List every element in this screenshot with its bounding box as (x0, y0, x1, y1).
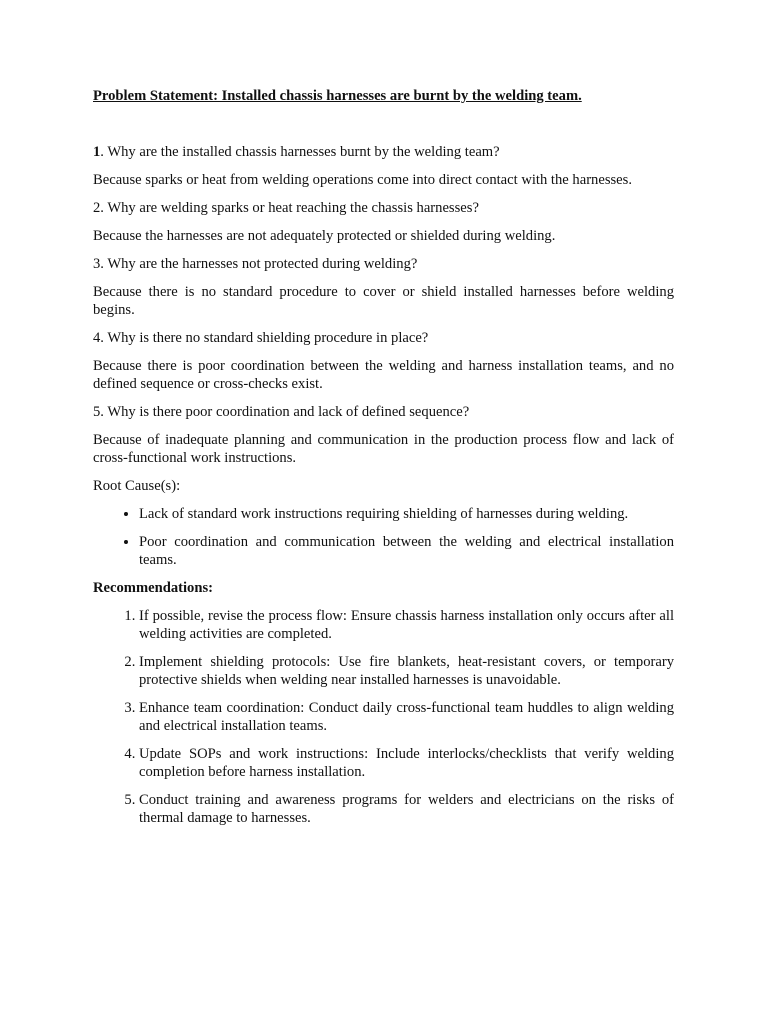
answer-1: Because sparks or heat from welding operations come into direct contact with the harnesses. (93, 172, 632, 188)
question-2: 2. Why are welding sparks or heat reaching the chassis harnesses? (93, 200, 479, 216)
recommendations-list (93, 607, 674, 827)
recommendations-heading: Recommendations: (93, 580, 213, 596)
recommendation-item: 5. Conduct training and awareness programs for welders and electricians on the risks of thermal damage to harnesses. (139, 791, 674, 827)
question-3: 3. Why are the harnesses not protected during welding? (93, 256, 418, 272)
problem-statement-title: Problem Statement: Installed chassis harnesses are burnt by the welding team. (93, 88, 582, 104)
recommendation-item: 2. Implement shielding protocols: Use fire blankets, heat-resistant covers, or temporary protective shields when welding near installed harnesses is unavoidable. (139, 653, 674, 689)
question-5: 5. Why is there poor coordination and lack of defined sequence? (93, 404, 470, 420)
question-1-number: 1 (93, 144, 101, 160)
answer-2: Because the harnesses are not adequately protected or shielded during welding. (93, 228, 556, 244)
answer-5: Because of inadequate planning and communication in the production process flow and lack of cross-functional work instructions. (93, 432, 674, 466)
question-1-text: . Why are the installed chassis harnesses burnt by the welding team? (100, 144, 500, 160)
root-cause-item: • Lack of standard work instructions requiring shielding of harnesses during welding. (139, 505, 674, 523)
root-cause-heading: Root Cause(s): (93, 478, 181, 494)
question-1 (93, 143, 674, 161)
recommendation-item: 1. If possible, revise the process flow: Ensure chassis harness installation only occurs after all welding activities are completed. (139, 607, 674, 643)
answer-3: Because there is no standard procedure to cover or shield installed harnesses before welding begins. (93, 284, 674, 318)
recommendation-item: 4. Update SOPs and work instructions: Include interlocks/checklists that verify welding completion before harness installation. (139, 745, 674, 781)
answer-4: Because there is poor coordination between the welding and harness installation teams, and no defined sequence or cross-checks exist. (93, 358, 674, 392)
question-4: 4. Why is there no standard shielding procedure in place? (93, 330, 429, 346)
recommendation-item: 3. Enhance team coordination: Conduct daily cross-functional team huddles to align welding and electrical installation teams. (139, 699, 674, 735)
root-cause-item: • Poor coordination and communication between the welding and electrical installation teams. (139, 533, 674, 569)
root-cause-list (93, 505, 674, 569)
